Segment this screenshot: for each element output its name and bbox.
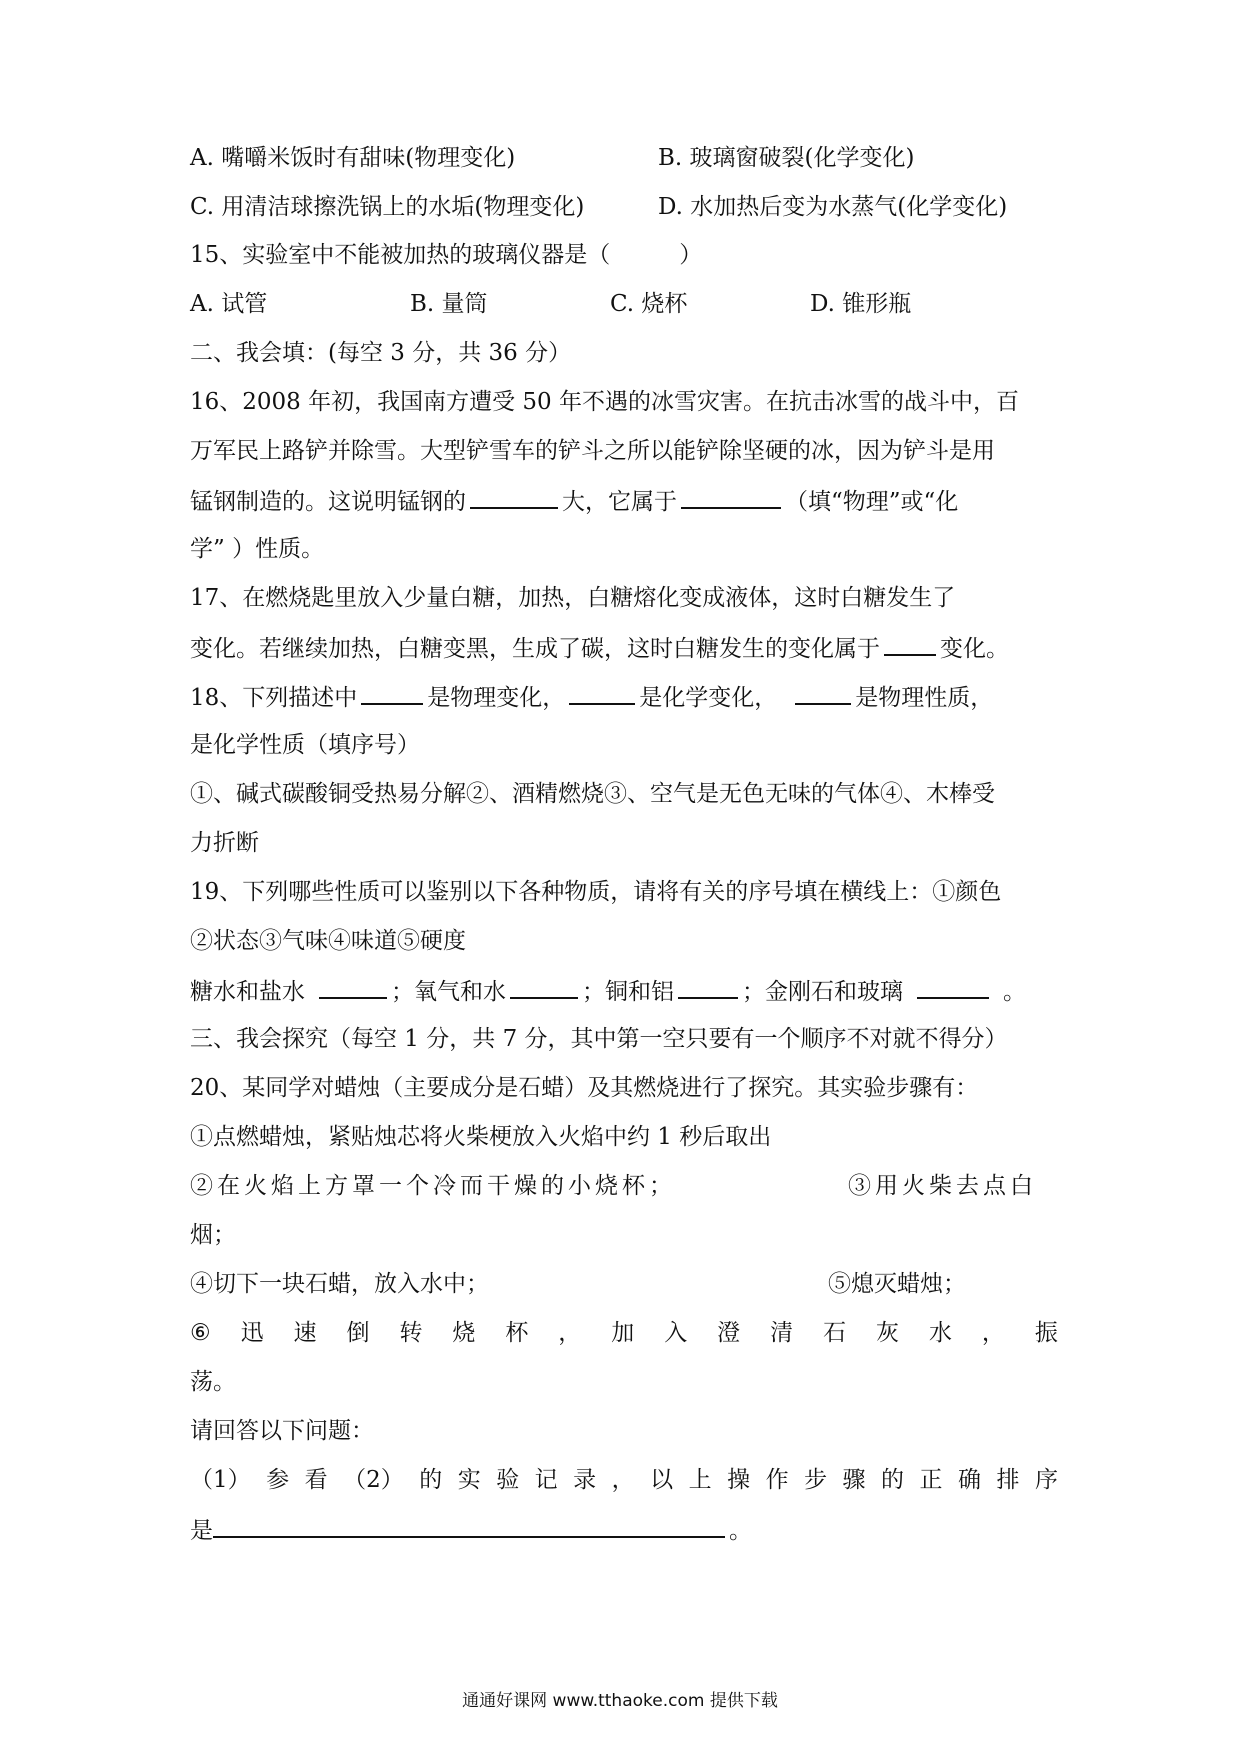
q20-step-6-token: 澄 <box>717 1320 741 1346</box>
q20-sub-1-token: 参 <box>266 1467 290 1493</box>
q20-sub-1-token: 记 <box>534 1467 558 1493</box>
q19-line-3-text-a: 糖水和盐水 <box>190 979 305 1005</box>
q20-step-6-cont: 荡。 <box>190 1369 236 1395</box>
answer-blank[interactable] <box>917 975 989 999</box>
q15-stem: 15、实验室中不能被加热的玻璃仪器是（ ） <box>190 242 703 268</box>
q20-sub-1-token: 确 <box>958 1467 981 1493</box>
q19-line-2: ②状态③气味④味道⑤硬度 <box>190 928 466 954</box>
q20-sub-1-token: （1） <box>190 1467 251 1493</box>
q15-option-d: D. 锥形瓶 <box>810 291 912 317</box>
q18-line-2: 是化学性质（填序号） <box>190 732 420 758</box>
page-footer: 通通好课网 www.tthaoke.com 提供下载 <box>462 1691 778 1711</box>
q14-option-b: B. 玻璃窗破裂(化学变化) <box>658 145 915 171</box>
answer-blank[interactable] <box>681 485 781 509</box>
q20-sub-1-token: 以 <box>650 1467 674 1493</box>
answer-blank[interactable] <box>678 975 738 999</box>
q20-step-2: ②在火焰上方罩一个冷而干燥的小烧杯； <box>190 1173 676 1199</box>
answer-blank[interactable] <box>470 485 558 509</box>
q20-question-prompt: 请回答以下问题： <box>190 1418 374 1444</box>
q15-option-b: B. 量筒 <box>410 291 488 317</box>
q19-line-1: 19、下列哪些性质可以鉴别以下各种物质，请将有关的序号填在横线上：①颜色 <box>190 879 1002 905</box>
q20-sub-1-text-a: 是 <box>190 1518 213 1544</box>
q15-option-c: C. 烧杯 <box>610 291 688 317</box>
q20-step-6-token: 倒 <box>346 1320 370 1346</box>
q18-line-1 <box>190 681 993 713</box>
answer-blank[interactable] <box>795 681 851 705</box>
q18-line-1-text-c: 是化学变化， <box>639 685 778 711</box>
q19-line-3-text-c: ；铜和铝 <box>582 979 674 1005</box>
q20-step-6-token: ， <box>558 1320 582 1346</box>
q14-option-d: D. 水加热后变为水蒸气(化学变化) <box>658 194 1008 220</box>
q17-line-2-text-a: 变化。若继续加热，白糖变黑，生成了碳，这时白糖发生的变化属于 <box>190 636 880 662</box>
q20-sub-1-token: 序 <box>1034 1467 1058 1493</box>
q19-line-3-text-e: 。 <box>1003 979 1026 1005</box>
answer-blank[interactable] <box>319 975 387 999</box>
q20-sub-1-token: 排 <box>996 1467 1020 1493</box>
q20-sub-1-token: （2） <box>343 1467 404 1493</box>
q20-step-5: ⑤熄灭蜡烛； <box>828 1271 966 1297</box>
q16-line-4: 学” ）性质。 <box>190 536 325 562</box>
q20-sub-1-token: 录 <box>573 1467 597 1493</box>
q20-sub-1-token: 看 <box>304 1467 328 1493</box>
q20-sub-1-token: 步 <box>804 1467 828 1493</box>
answer-blank[interactable] <box>569 681 635 705</box>
q20-sub-1-text-b: 。 <box>729 1518 752 1544</box>
q20-step-6-token: 迅 <box>240 1320 264 1346</box>
q14-option-a: A. 嘴嚼米饭时有甜味(物理变化) <box>190 145 516 171</box>
q20-sub-1-token: 骤 <box>842 1467 866 1493</box>
q20-step-6-token: 灰 <box>876 1320 900 1346</box>
q20-sub-1-token: 上 <box>688 1467 712 1493</box>
q20-step-6-token: 石 <box>823 1320 847 1346</box>
q14-option-c: C. 用清洁球擦洗锅上的水垢(物理变化) <box>190 194 585 220</box>
section-2-heading: 二、我会填：(每空 3 分，共 36 分） <box>190 340 572 366</box>
q20-step-6-token: 入 <box>664 1320 688 1346</box>
answer-blank[interactable] <box>213 1514 725 1538</box>
q20-sub-1-token: 正 <box>919 1467 943 1493</box>
q18-line-1-text-a: 18、下列描述中 <box>190 685 358 711</box>
q20-sub-1-answer-line <box>190 1514 752 1546</box>
q20-step-6-token: 速 <box>293 1320 317 1346</box>
q20-sub-1-token: 验 <box>496 1467 520 1493</box>
q20-step-6-token: 清 <box>770 1320 794 1346</box>
q19-line-3 <box>190 975 1026 1007</box>
q20-step-6-token: 烧 <box>452 1320 476 1346</box>
q15-option-a: A. 试管 <box>190 291 268 317</box>
q20-sub-1-token: ， <box>611 1467 635 1493</box>
q20-sub-1-token: 操 <box>727 1467 751 1493</box>
q20-step-6-token: ⑥ <box>190 1320 211 1346</box>
q18-line-4: 力折断 <box>190 830 259 856</box>
q16-line-2: 万军民上路铲并除雪。大型铲雪车的铲斗之所以能铲除坚硬的冰，因为铲斗是用 <box>190 438 995 464</box>
answer-blank[interactable] <box>884 632 936 656</box>
q20-step-6-token: ， <box>981 1320 1005 1346</box>
q20-step-6-token: 转 <box>399 1320 423 1346</box>
q20-step-6-token: 振 <box>1034 1320 1058 1346</box>
q19-line-3-text-b: ；氧气和水 <box>391 979 506 1005</box>
q20-step-6-token: 杯 <box>505 1320 529 1346</box>
answer-blank[interactable] <box>510 975 578 999</box>
q20-sub-1-token: 的 <box>881 1467 905 1493</box>
q17-line-2-text-b: 变化。 <box>940 636 1009 662</box>
q18-line-3: ①、碱式碳酸铜受热易分解②、酒精燃烧③、空气是无色无味的气体④、木棒受 <box>190 781 995 807</box>
q20-step-1: ①点燃蜡烛，紧贴烛芯将火柴梗放入火焰中约 1 秒后取出 <box>190 1124 772 1150</box>
q18-line-1-text-b: 是物理变化， <box>427 685 566 711</box>
q20-sub-1-token: 实 <box>457 1467 481 1493</box>
q20-step-4: ④切下一块石蜡，放入水中； <box>190 1271 489 1297</box>
q20-step-6-token: 加 <box>611 1320 635 1346</box>
q20-step-6 <box>190 1318 1058 1348</box>
q16-line-3 <box>190 485 958 517</box>
q19-line-3-text-d: ；金刚石和玻璃 <box>742 979 903 1005</box>
q16-line-3-text-c: （填“物理”或“化 <box>785 489 959 515</box>
q20-sub-1-token: 作 <box>765 1467 789 1493</box>
q17-line-2 <box>190 632 1009 664</box>
q20-sub-1 <box>190 1465 1058 1495</box>
q17-line-1: 17、在燃烧匙里放入少量白糖，加热，白糖熔化变成液体，这时白糖发生了 <box>190 585 956 611</box>
q18-line-1-text-d: 是物理性质， <box>855 685 994 711</box>
q20-stem: 20、某同学对蜡烛（主要成分是石蜡）及其燃烧进行了探究。其实验步骤有： <box>190 1075 979 1101</box>
q20-step-6-token: 水 <box>928 1320 952 1346</box>
q20-sub-1-token: 的 <box>419 1467 443 1493</box>
q20-step-3-cont: 烟； <box>190 1222 236 1248</box>
answer-blank[interactable] <box>361 681 423 705</box>
section-3-heading: 三、我会探究（每空 1 分，共 7 分，其中第一空只要有一个顺序不对就不得分） <box>190 1026 1008 1052</box>
q20-step-3: ③用火柴去点白 <box>848 1173 1037 1199</box>
q16-line-3-text-a: 锰钢制造的。这说明锰钢的 <box>190 489 466 515</box>
q16-line-1: 16、2008 年初，我国南方遭受 50 年不遇的冰雪灾害。在抗击冰雪的战斗中，百 <box>190 389 1019 415</box>
q16-line-3-text-b: 大，它属于 <box>562 489 677 515</box>
